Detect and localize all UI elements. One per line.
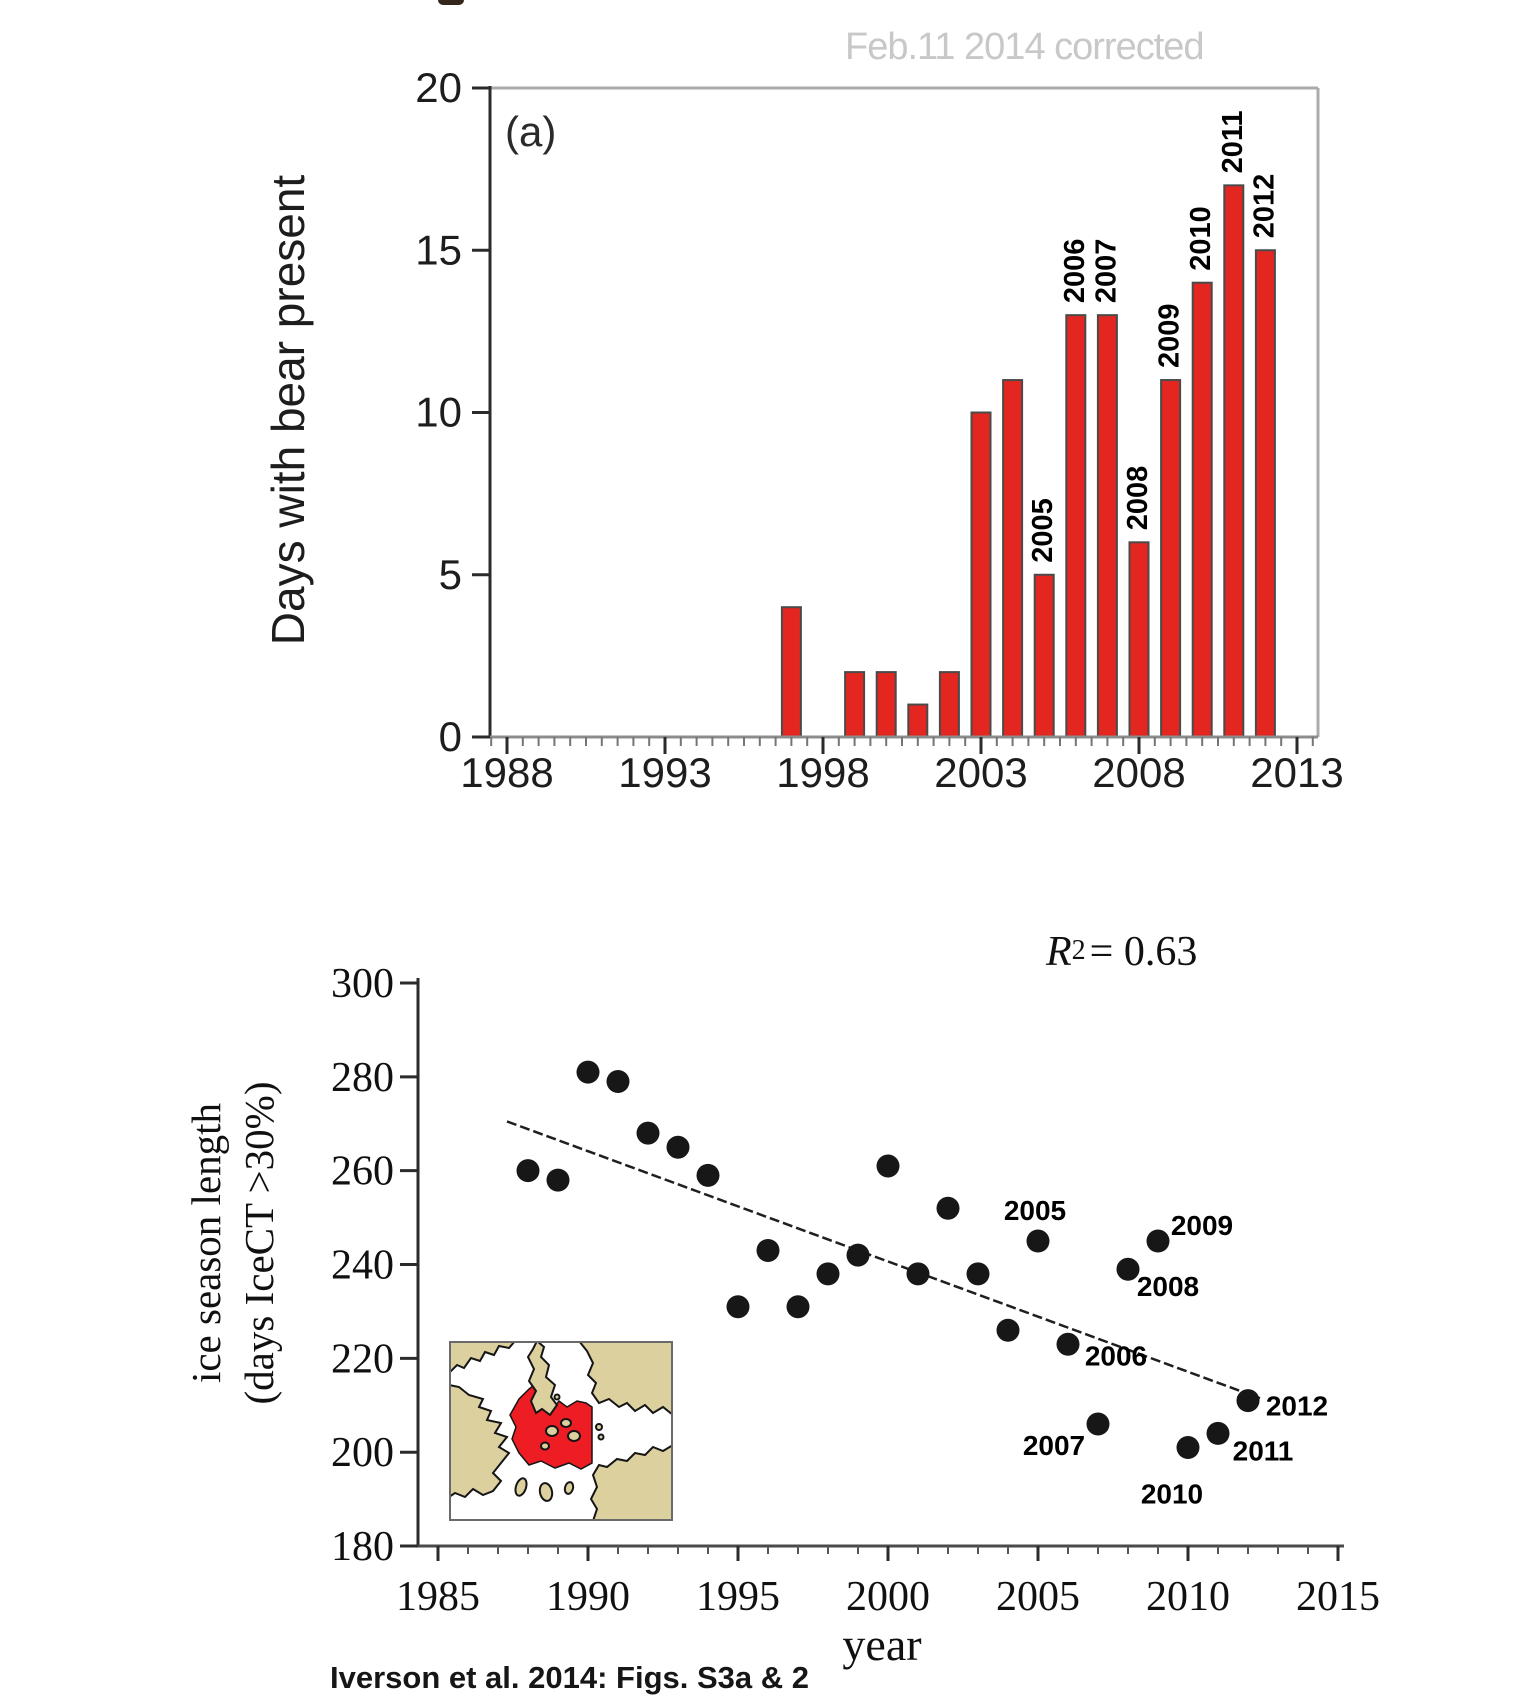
point-2006	[1057, 1333, 1080, 1356]
point-1993	[667, 1136, 690, 1159]
scatter-ylabel-line1: ice season length	[183, 1102, 229, 1384]
y-tick-label: 240	[331, 1242, 394, 1289]
x-tick-label: 2010	[1146, 1574, 1230, 1620]
bar-year-label-2011: 2011	[1216, 110, 1249, 174]
point-1991	[607, 1070, 630, 1093]
map-inset	[449, 1341, 673, 1521]
bar-1999	[845, 672, 864, 737]
point-label-2011: 2011	[1232, 1435, 1294, 1467]
scatter-xlabel: year	[842, 1619, 922, 1670]
bar-2006	[1066, 315, 1085, 737]
point-1989	[547, 1169, 570, 1192]
bar-year-label-2010: 2010	[1185, 206, 1218, 271]
x-tick-label: 1990	[546, 1574, 630, 1620]
scatter-chart	[331, 961, 1380, 1620]
point-2002	[937, 1197, 960, 1220]
r-symbol: R	[1046, 929, 1072, 975]
y-tick-label: 10	[415, 388, 462, 436]
bar-year-label-2006: 2006	[1058, 238, 1091, 304]
y-tick-label: 5	[438, 550, 462, 598]
point-1997	[787, 1295, 810, 1318]
bar-year-label-2009: 2009	[1153, 303, 1186, 369]
r-value: = 0.63	[1089, 929, 1198, 975]
point-1996	[757, 1239, 780, 1262]
bar-year-label-2008: 2008	[1122, 465, 1154, 531]
point-1998	[817, 1262, 840, 1285]
point-2007	[1087, 1413, 1110, 1436]
point-1995	[727, 1295, 750, 1318]
x-tick-label: 1988	[460, 749, 554, 796]
x-tick-label: 2013	[1250, 749, 1344, 796]
point-1990	[577, 1061, 600, 1084]
bar-2008	[1130, 542, 1149, 737]
y-tick-label: 0	[438, 713, 462, 760]
point-label-2006: 2006	[1084, 1340, 1148, 1372]
x-tick-label: 1995	[696, 1574, 780, 1620]
point-1994	[697, 1164, 720, 1187]
point-1988	[517, 1159, 540, 1182]
x-tick-label: 1985	[396, 1574, 480, 1620]
y-tick-label: 260	[331, 1148, 394, 1195]
bar-2009	[1161, 380, 1180, 737]
bar-year-label-2012: 2012	[1248, 173, 1281, 239]
scatter-ylabel-line2: (days IceCT >30%)	[236, 1081, 282, 1405]
x-tick-label: 2003	[934, 749, 1028, 796]
point-label-2007: 2007	[1022, 1430, 1086, 1462]
y-tick-label: 300	[331, 961, 394, 1007]
point-label-2012: 2012	[1265, 1390, 1329, 1422]
y-tick-label: 15	[415, 226, 462, 274]
bar-2004	[1003, 380, 1022, 737]
point-2000	[877, 1154, 900, 1177]
y-tick-label: 20	[415, 64, 462, 111]
x-tick-label: 2000	[846, 1574, 930, 1620]
point-2010	[1177, 1436, 1200, 1459]
point-2004	[997, 1319, 1020, 1342]
point-label-2009: 2009	[1170, 1210, 1234, 1242]
y-tick-label: 180	[331, 1524, 394, 1571]
bar-2001	[908, 705, 927, 737]
point-2001	[907, 1262, 930, 1285]
bar-year-label-2007: 2007	[1090, 238, 1123, 304]
bar-year-label-2005: 2005	[1027, 498, 1060, 563]
y-tick-label: 220	[331, 1336, 394, 1383]
bar-2000	[877, 672, 896, 737]
x-tick-label: 1993	[618, 749, 712, 796]
x-tick-label: 2008	[1092, 749, 1186, 796]
point-label-2008: 2008	[1136, 1271, 1200, 1303]
bar-chart	[415, 64, 1343, 796]
r-exponent: 2	[1071, 935, 1086, 966]
bar-chart-ylabel: Days with bear present	[262, 174, 314, 646]
bar-2012	[1256, 250, 1275, 737]
x-tick-label: 1998	[776, 749, 870, 796]
x-tick-label: 2005	[996, 1574, 1080, 1620]
watermark-note: Feb.11 2014 corrected	[845, 26, 1204, 68]
bar-2002	[940, 672, 959, 737]
point-2011	[1207, 1422, 1230, 1445]
bar-2011	[1224, 185, 1243, 737]
bar-2010	[1193, 283, 1212, 737]
point-2009	[1147, 1230, 1170, 1253]
point-1999	[847, 1244, 870, 1267]
y-tick-label: 200	[331, 1430, 394, 1477]
bar-2007	[1098, 315, 1117, 737]
point-label-2010: 2010	[1140, 1478, 1204, 1510]
point-2003	[967, 1262, 990, 1285]
bar-2005	[1035, 575, 1054, 737]
bar-2003	[972, 413, 991, 738]
x-tick-label: 2015	[1296, 1574, 1380, 1620]
panel-a-label: (a)	[505, 108, 557, 155]
point-2005	[1027, 1230, 1050, 1253]
y-tick-label: 280	[331, 1054, 394, 1101]
figure-caption: Iverson et al. 2014: Figs. S3a & 2	[330, 1660, 810, 1695]
point-1992	[637, 1122, 660, 1145]
point-2012	[1237, 1389, 1260, 1412]
bar-1997	[782, 607, 801, 737]
point-label-2005: 2005	[1003, 1195, 1067, 1227]
